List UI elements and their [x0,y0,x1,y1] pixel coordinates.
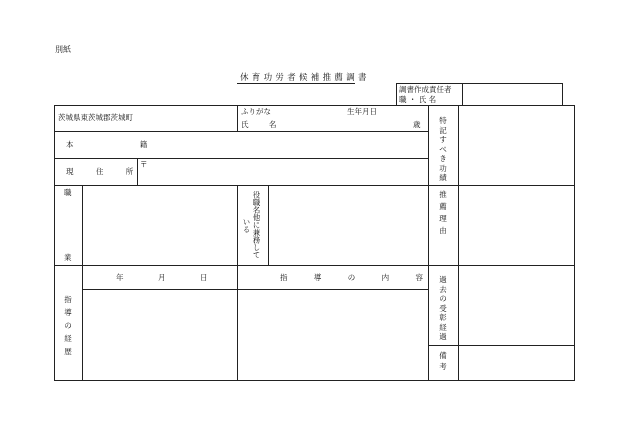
birth-date-label: 生年月日 [347,107,377,116]
divider-right-1 [428,185,575,186]
divider-right-labels [458,105,459,381]
past-awards-label: 過去の受彰経過 [439,275,447,341]
divider-history-label [82,265,83,381]
history-col-month: 月 [158,273,166,282]
divider-jusho-shokugyo [54,185,429,186]
concurrent-posts-label: 役職名他に兼務している [242,191,261,259]
divider-right-2 [428,265,575,266]
postal-mark: 〒 [140,160,148,169]
address-prefix: 茨城県東茨城郡茨城町 [58,113,133,122]
divider-name-block [237,105,238,131]
divider-left-section [428,105,429,381]
divider-concurrent-right [268,185,269,265]
occupation-label-top: 職 [64,188,72,197]
furigana-label: ふりがな [241,107,271,116]
divider-history-header [82,289,429,290]
history-col-year: 年 [116,273,124,282]
divider-shokugyo-history [54,265,429,266]
age-label: 歳 [413,120,421,129]
document-title: 休育功労者候補推薦調書 [240,73,370,83]
history-section-label: 指導の経歴 [64,295,72,356]
divider-history-columns [237,265,238,381]
preparer-value-box[interactable] [462,83,563,106]
annex-label: 別紙 [55,45,71,54]
divider-address-honseki [54,131,429,132]
divider-honseki-jusho [54,158,429,159]
occupation-label-bottom: 業 [64,253,72,262]
history-col-day: 日 [200,273,208,282]
divider-occupation-label [82,185,83,265]
recommendation-reason-label: 推薦理由 [439,190,447,235]
address-label: 現 住 所 [66,167,144,176]
honseki-label: 本 籍 [66,140,180,149]
remarks-label: 備考 [439,351,447,371]
divider-right-3 [428,345,575,346]
preparer-label-1: 調書作成責任者 [399,85,452,94]
divider-concurrent-left [237,185,238,265]
preparer-label-2: 職 ・ 氏 名 [399,95,437,104]
history-col-content: 指 導 の 内 容 [280,273,436,282]
special-achievements-label: 特記すべき功績 [439,116,447,182]
title-underline [237,83,355,84]
name-label: 氏 名 [241,120,286,129]
